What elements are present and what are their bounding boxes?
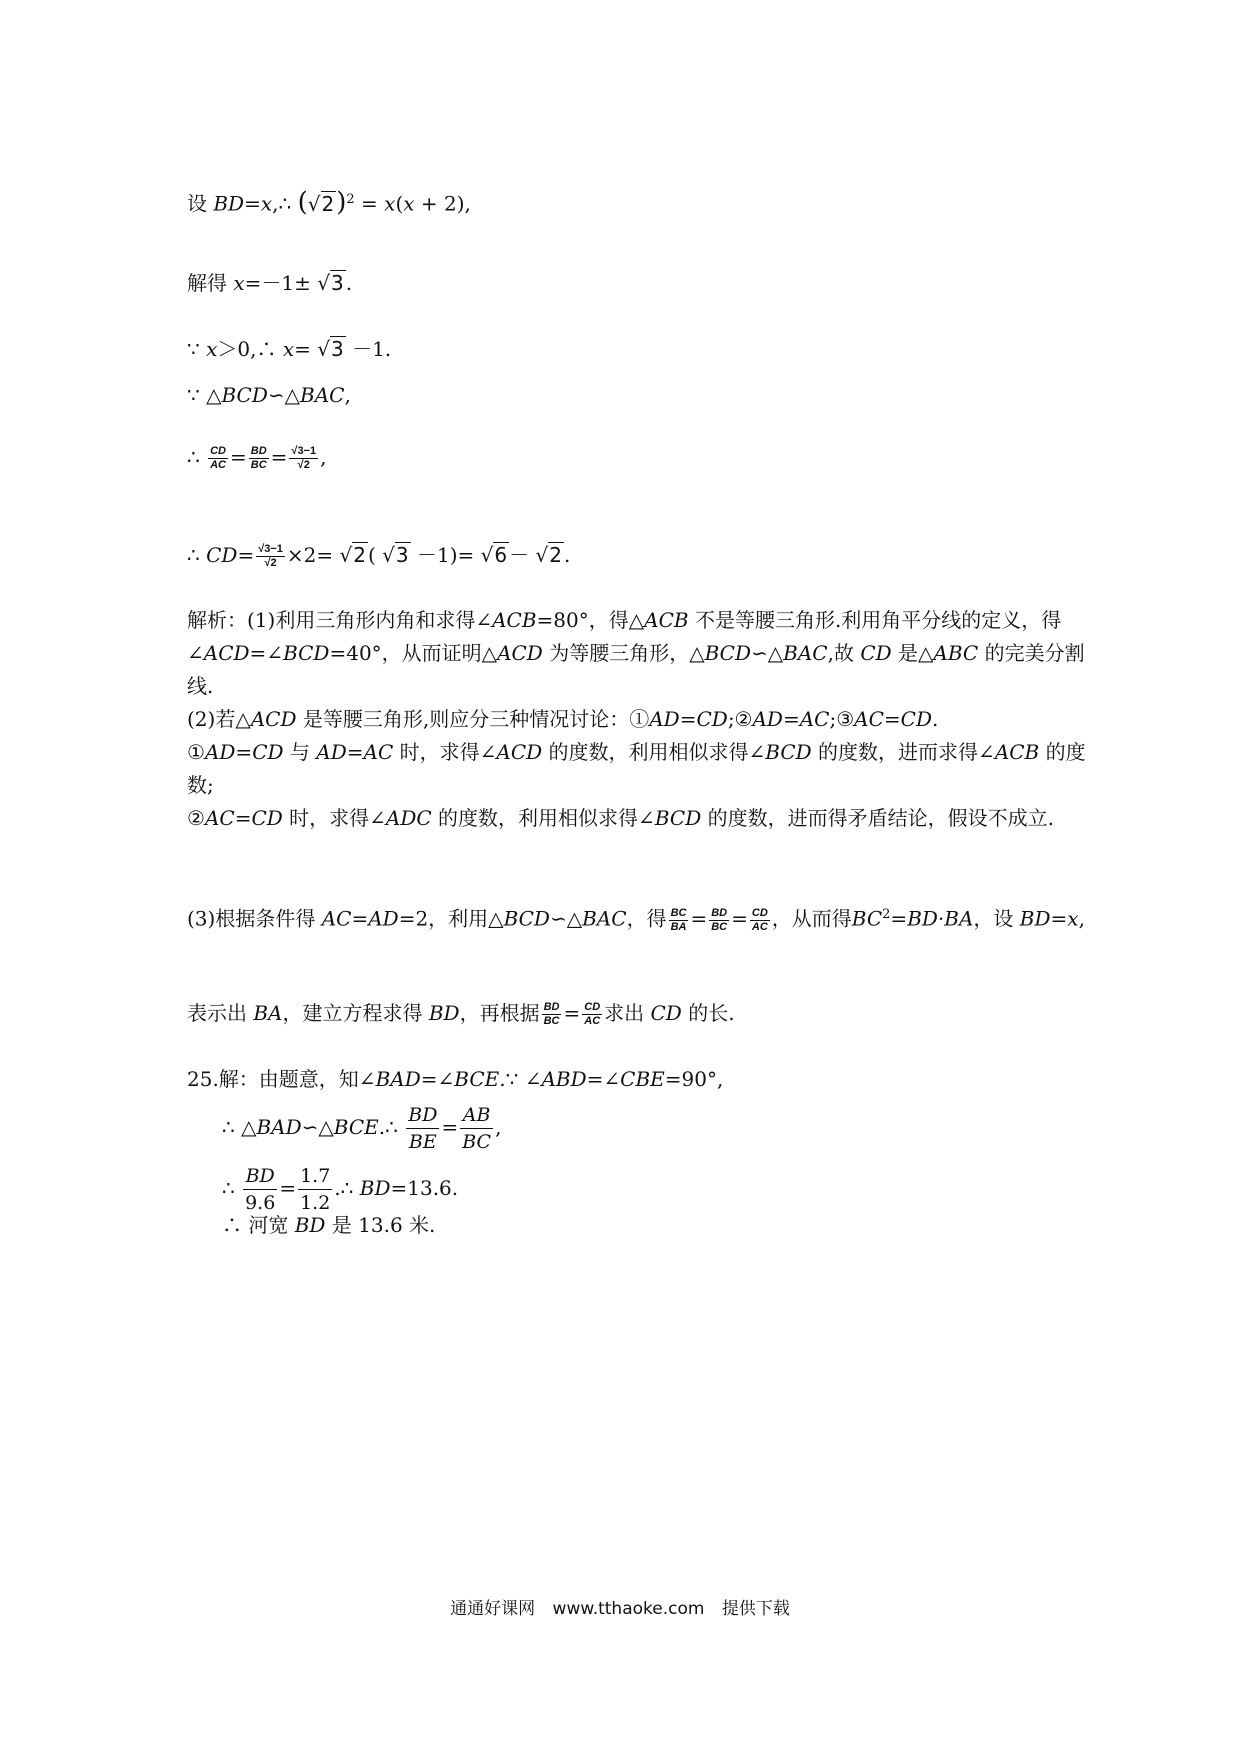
analysis-paragraph-3: ①AD=CD 与 AD=AC 时，求得∠ACD 的度数，利用相似求得∠BCD 的度数，进而求得∠ACB 的度数; — [187, 740, 1086, 797]
fraction-cd-ac: $\frac{CD}{AC}$ — [210, 445, 226, 471]
fraction-cd-ac-c: $\frac{CD}{AC}$ — [584, 1001, 601, 1027]
q25-line-4: ∴ 河宽 BD 是 13.6 米. — [222, 1213, 436, 1237]
page-footer — [0, 1597, 1240, 1621]
fraction-1-7-1-2: $\frac{1.7}{1.2}$ — [300, 1165, 331, 1214]
analysis-paragraph-2: (2)若△ACD 是等腰三角形,则应分三种情况讨论：①AD=CD;②AD=AC;③AC=CD. — [187, 707, 939, 731]
solution-line-6: ∴ CD= $\frac{√3-1}{√2}$ ×2= √2 ( √3 －1)= √6 － √2 . — [187, 543, 571, 569]
fraction-bd-bc-b: $\frac{BD}{BC}$ — [711, 906, 728, 933]
fraction-sqrt3-1-sqrt2-b: $\frac{√3-1}{√2}$ — [258, 543, 283, 569]
fraction-cd-ac-b: $\frac{CD}{AC}$ — [751, 906, 768, 933]
fraction-bd-bc-c: $\frac{BD}{BC}$ — [543, 1001, 560, 1027]
q25-line-2: ∴ △BAD∽△BCE.∴ $\frac{BD}{BE}$ = $\frac{AB}{BC}$ , — [222, 1104, 502, 1153]
analysis-paragraph-1: 解析：(1)利用三角形内角和求得∠ACB=80°，得△ACB 不是等腰三角形.利用角平分线的定义，得∠ACD=∠BCD=40°，从而证明△ACD 为等腰三角形，△BCD∽△BAC,故 CD 是△ABC 的完美分割线. — [187, 608, 1085, 698]
solution-line-3: ∵ x＞0,∴ x= √3 －1. — [187, 337, 392, 361]
analysis-paragraph-5: (3)根据条件得 AC=AD=2，利用△BCD∽△BAC，得 $\frac{BC}{BA}$ = $\frac{BD}{BC}$ = $\frac{CD}{AC}$ ，从而得$BC^2=BD\cdot BA$，设 BD=x, — [187, 906, 1085, 933]
footer-site-name: 通通好课网 — [450, 1599, 536, 1619]
fraction-bd-9-6: $\frac{BD}{9.6}$ — [245, 1165, 276, 1214]
fraction-bd-be: $\frac{BD}{BE}$ — [408, 1104, 438, 1153]
q25-line-3: ∴ $\frac{BD}{9.6}$ = $\frac{1.7}{1.2}$ .∴ BD=13.6. — [222, 1165, 459, 1214]
footer-action: 提供下载 — [721, 1599, 790, 1619]
fraction-sqrt3-1-sqrt2: $\frac{√3-1}{√2}$ — [291, 445, 317, 471]
fraction-ab-bc: $\frac{AB}{BC}$ — [462, 1104, 492, 1153]
footer-url[interactable]: www.tthaoke.com — [552, 1599, 705, 1619]
q25-line-1: 25.解：由题意，知∠BAD=∠BCE.∵ ∠ABD=∠CBE=90°, — [187, 1067, 724, 1091]
solution-line-4: ∵ △BCD∽△BAC, — [187, 383, 351, 407]
solution-line-2: 解得 x=－1± √3 . — [187, 271, 353, 295]
fraction-bc-ba: $\frac{BC}{BA}$ — [670, 906, 687, 933]
analysis-paragraph-6: 表示出 BA，建立方程求得 BD，再根据 $\frac{BD}{BC}$ = $\frac{CD}{AC}$ 求出 CD 的长. — [187, 1001, 735, 1027]
solution-line-1: 设 BD=x,∴ $(√2)^2 = x(x + 2)$, — [187, 187, 471, 218]
analysis-paragraph-4: ②AC=CD 时，求得∠ADC 的度数，利用相似求得∠BCD 的度数，进而得矛盾结论，假设不成立. — [187, 806, 1054, 830]
fraction-bd-bc: $\frac{BD}{BC}$ — [250, 445, 267, 471]
solution-line-5: ∴ $\frac{CD}{AC}$ = $\frac{BD}{BC}$ = $\frac{√3-1}{√2}$ , — [187, 445, 327, 471]
